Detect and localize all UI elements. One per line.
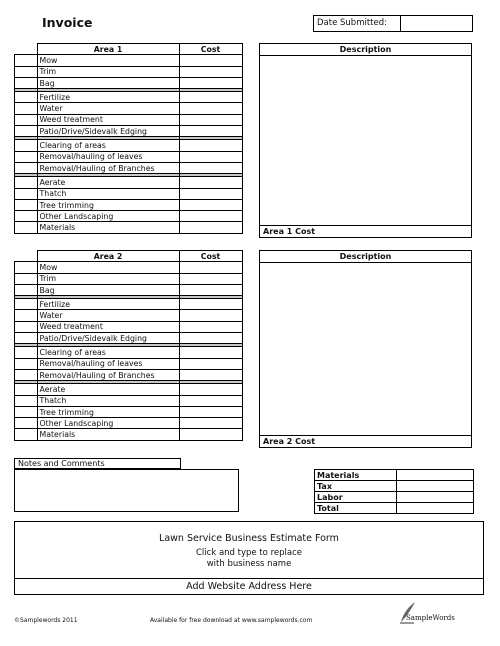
service-cost-field[interactable]	[179, 321, 242, 332]
area1-title: Area 1	[37, 44, 179, 55]
service-checkbox[interactable]	[15, 126, 38, 137]
service-cost-field[interactable]	[179, 310, 242, 321]
service-label: Clearing of areas	[37, 140, 179, 151]
service-checkbox[interactable]	[15, 369, 38, 380]
service-checkbox[interactable]	[15, 222, 38, 233]
service-row	[15, 321, 243, 332]
service-cost-field[interactable]	[179, 177, 242, 188]
service-checkbox[interactable]	[15, 199, 38, 210]
service-checkbox[interactable]	[15, 299, 38, 310]
service-checkbox[interactable]	[15, 429, 38, 440]
service-row	[15, 92, 243, 103]
service-row	[15, 369, 243, 380]
service-row	[15, 299, 243, 310]
totals-row	[315, 481, 474, 492]
service-label: Aerate	[37, 177, 179, 188]
service-checkbox[interactable]	[15, 406, 38, 417]
service-label: Aerate	[37, 384, 179, 395]
service-checkbox[interactable]	[15, 333, 38, 344]
totals-label: Total	[315, 503, 397, 514]
area1-header-spacer	[15, 44, 38, 55]
service-label: Mow	[37, 262, 179, 273]
service-row	[15, 406, 243, 417]
service-row	[15, 429, 243, 440]
business-info-box[interactable]	[14, 521, 484, 595]
service-checkbox[interactable]	[15, 103, 38, 114]
service-label: Thatch	[37, 188, 179, 199]
service-cost-field[interactable]	[179, 347, 242, 358]
service-cost-field[interactable]	[179, 429, 242, 440]
service-cost-field[interactable]	[179, 358, 242, 369]
area1-services-table	[14, 43, 243, 234]
area1-cost-header: Cost	[179, 44, 242, 55]
service-checkbox[interactable]	[15, 395, 38, 406]
invoice-title: Invoice	[42, 15, 93, 30]
date-submitted-label: Date Submitted:	[317, 18, 387, 28]
service-row	[15, 77, 243, 88]
business-line-1: Click and type to replace	[196, 548, 302, 558]
service-row	[15, 55, 243, 66]
samplewords-logo	[398, 600, 460, 626]
totals-label: Labor	[315, 492, 397, 503]
service-label: Water	[37, 103, 179, 114]
service-checkbox[interactable]	[15, 162, 38, 173]
service-label: Other Landscaping	[37, 418, 179, 429]
service-cost-field[interactable]	[179, 199, 242, 210]
totals-table	[314, 469, 474, 514]
service-label: Weed treatment	[37, 321, 179, 332]
service-row	[15, 66, 243, 77]
footer-copyright: ©Samplewords 2011	[14, 617, 78, 624]
totals-value-field[interactable]	[397, 492, 474, 503]
service-label: Trim	[37, 66, 179, 77]
service-checkbox[interactable]	[15, 151, 38, 162]
service-label: Materials	[37, 429, 179, 440]
totals-label: Materials	[315, 470, 397, 481]
totals-row	[315, 503, 474, 514]
service-row	[15, 358, 243, 369]
service-checkbox[interactable]	[15, 310, 38, 321]
service-label: Bag	[37, 77, 179, 88]
logo-text: SampleWords	[406, 614, 455, 622]
service-cost-field[interactable]	[179, 384, 242, 395]
service-cost-field[interactable]	[179, 395, 242, 406]
area2-cost-header: Cost	[179, 251, 242, 262]
service-cost-field[interactable]	[179, 66, 242, 77]
business-form-title: Lawn Service Business Estimate Form	[159, 533, 339, 544]
service-cost-field[interactable]	[179, 369, 242, 380]
service-checkbox[interactable]	[15, 358, 38, 369]
service-checkbox[interactable]	[15, 177, 38, 188]
service-row	[15, 310, 243, 321]
service-cost-field[interactable]	[179, 140, 242, 151]
service-cost-field[interactable]	[179, 151, 242, 162]
service-row	[15, 140, 243, 151]
notes-input[interactable]	[14, 469, 239, 512]
service-row	[15, 418, 243, 429]
service-cost-field[interactable]	[179, 55, 242, 66]
service-row	[15, 284, 243, 295]
service-label: Weed treatment	[37, 114, 179, 125]
service-label: Water	[37, 310, 179, 321]
service-checkbox[interactable]	[15, 92, 38, 103]
service-checkbox[interactable]	[15, 273, 38, 284]
service-cost-field[interactable]	[179, 333, 242, 344]
service-row	[15, 262, 243, 273]
business-line-2: with business name	[206, 559, 292, 569]
service-checkbox[interactable]	[15, 284, 38, 295]
date-submitted-field[interactable]	[313, 15, 473, 32]
service-label: Thatch	[37, 395, 179, 406]
business-name-placeholder[interactable]	[15, 548, 483, 570]
service-checkbox[interactable]	[15, 347, 38, 358]
service-row	[15, 273, 243, 284]
service-label: Materials	[37, 222, 179, 233]
area1-description-box[interactable]	[259, 43, 472, 238]
service-row	[15, 333, 243, 344]
service-checkbox[interactable]	[15, 55, 38, 66]
service-cost-field[interactable]	[179, 188, 242, 199]
totals-value-field[interactable]	[397, 481, 474, 492]
footer-download-note: Available for free download at www.samplewords.com	[150, 617, 313, 624]
service-checkbox[interactable]	[15, 188, 38, 199]
date-separator	[400, 16, 401, 31]
service-cost-field[interactable]	[179, 211, 242, 222]
service-cost-field[interactable]	[179, 299, 242, 310]
service-row	[15, 114, 243, 125]
area2-cost-total: Area 2 Cost	[260, 435, 471, 447]
service-row	[15, 395, 243, 406]
service-cost-field[interactable]	[179, 162, 242, 173]
service-checkbox[interactable]	[15, 114, 38, 125]
area2-description-header: Description	[260, 251, 471, 263]
service-row	[15, 177, 243, 188]
service-cost-field[interactable]	[179, 126, 242, 137]
service-cost-field[interactable]	[179, 284, 242, 295]
service-label: Mow	[37, 55, 179, 66]
totals-value-field[interactable]	[397, 470, 474, 481]
service-label: Removal/hauling of leaves	[37, 358, 179, 369]
service-checkbox[interactable]	[15, 418, 38, 429]
service-row	[15, 151, 243, 162]
service-row	[15, 384, 243, 395]
service-row	[15, 126, 243, 137]
service-checkbox[interactable]	[15, 262, 38, 273]
service-label: Tree trimming	[37, 199, 179, 210]
service-checkbox[interactable]	[15, 211, 38, 222]
service-checkbox[interactable]	[15, 66, 38, 77]
area1-cost-total: Area 1 Cost	[260, 225, 471, 237]
service-row	[15, 162, 243, 173]
service-cost-field[interactable]	[179, 273, 242, 284]
service-label: Other Landscaping	[37, 211, 179, 222]
service-label: Fertilize	[37, 299, 179, 310]
service-cost-field[interactable]	[179, 103, 242, 114]
service-label: Tree trimming	[37, 406, 179, 417]
service-row	[15, 211, 243, 222]
service-cost-field[interactable]	[179, 418, 242, 429]
area2-header-spacer	[15, 251, 38, 262]
service-cost-field[interactable]	[179, 222, 242, 233]
service-checkbox[interactable]	[15, 140, 38, 151]
service-cost-field[interactable]	[179, 92, 242, 103]
service-cost-field[interactable]	[179, 114, 242, 125]
service-label: Bag	[37, 284, 179, 295]
notes-label: Notes and Comments	[14, 458, 181, 469]
service-row	[15, 199, 243, 210]
service-cost-field[interactable]	[179, 406, 242, 417]
service-label: Patio/Drive/Sidevalk Edging	[37, 333, 179, 344]
service-label: Fertilize	[37, 92, 179, 103]
area1-description-header: Description	[260, 44, 471, 56]
service-checkbox[interactable]	[15, 321, 38, 332]
totals-row	[315, 492, 474, 503]
service-row	[15, 347, 243, 358]
totals-row	[315, 470, 474, 481]
service-label: Clearing of areas	[37, 347, 179, 358]
area2-title: Area 2	[37, 251, 179, 262]
service-label: Removal/Hauling of Branches	[37, 162, 179, 173]
service-label: Removal/Hauling of Branches	[37, 369, 179, 380]
service-label: Trim	[37, 273, 179, 284]
service-checkbox[interactable]	[15, 77, 38, 88]
area2-services-table	[14, 250, 243, 441]
service-label: Patio/Drive/Sidevalk Edging	[37, 126, 179, 137]
service-row	[15, 222, 243, 233]
service-label: Removal/hauling of leaves	[37, 151, 179, 162]
service-cost-field[interactable]	[179, 262, 242, 273]
website-address-field[interactable]: Add Website Address Here	[15, 578, 483, 594]
service-row	[15, 188, 243, 199]
service-checkbox[interactable]	[15, 384, 38, 395]
totals-label: Tax	[315, 481, 397, 492]
totals-value-field[interactable]	[397, 503, 474, 514]
area2-description-box[interactable]	[259, 250, 472, 448]
service-row	[15, 103, 243, 114]
service-cost-field[interactable]	[179, 77, 242, 88]
